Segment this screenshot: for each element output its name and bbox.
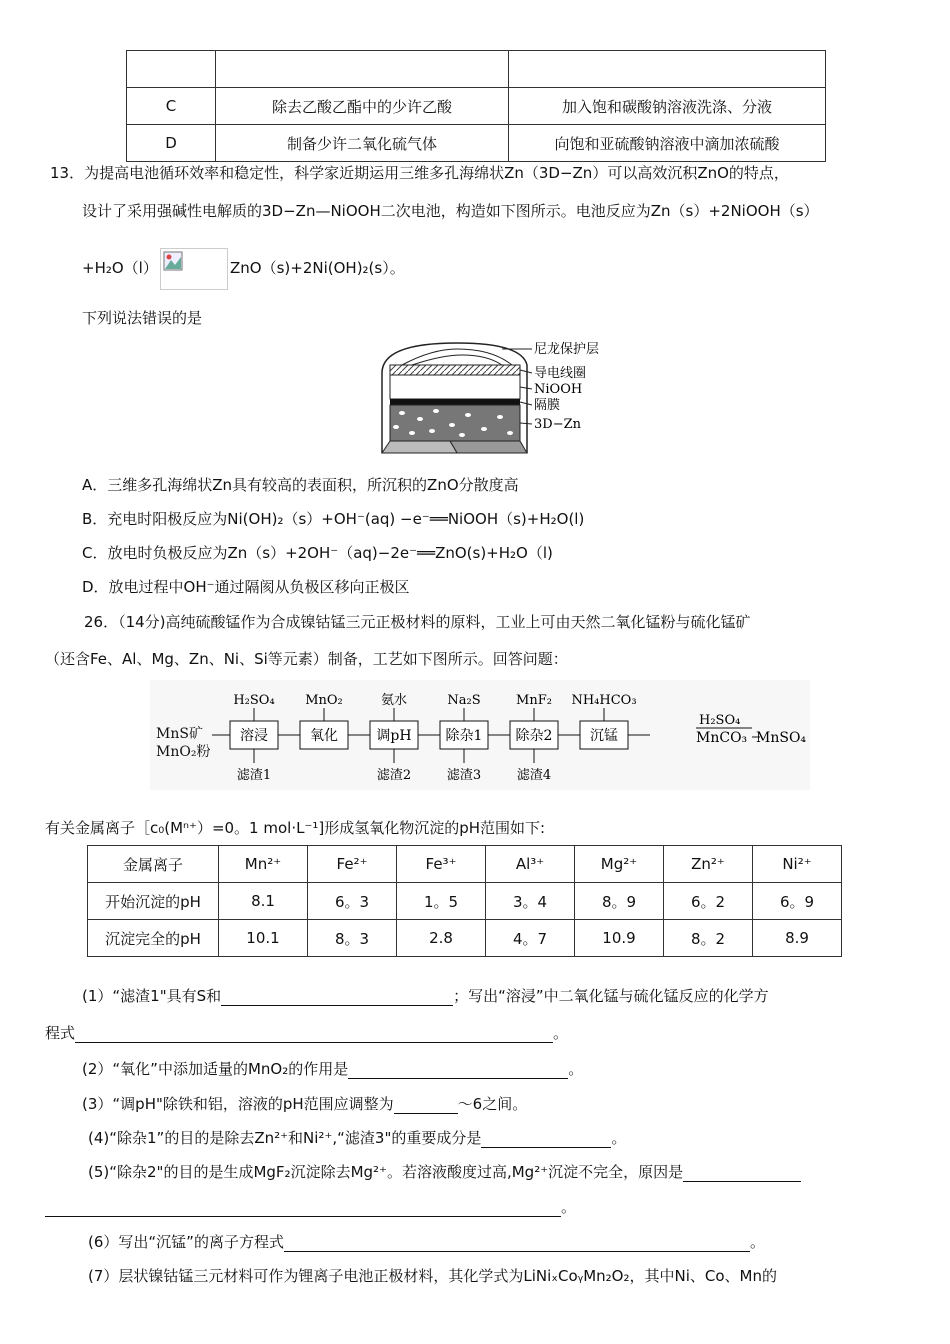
- header-cell: Al³⁺: [486, 846, 575, 883]
- cell: 8.1: [219, 883, 308, 920]
- cell: 8。2: [664, 920, 753, 957]
- label-nylon: 尼龙保护层: [534, 342, 600, 357]
- flow-residue: 滤渣3: [446, 768, 482, 783]
- flow-start-2: MnO₂粉: [156, 744, 211, 760]
- header-cell: Zn²⁺: [664, 846, 753, 883]
- answer-blank[interactable]: [221, 989, 453, 1006]
- flow-residue: 滤渣2: [376, 768, 412, 783]
- cell: 8。9: [575, 883, 664, 920]
- q13-option-b: B．充电时阳极反应为Ni(OH)₂（s）+OH⁻(aq) −e⁻══NiOOH（s)+H₂O(l): [82, 510, 585, 528]
- answer-blank[interactable]: [481, 1131, 611, 1148]
- answer-blank[interactable]: [45, 1200, 561, 1217]
- q13-line3-left: +H₂O（l）: [82, 259, 158, 277]
- sub5-cont: [45, 1196, 576, 1217]
- flow-step-label: 沉锰: [590, 728, 618, 744]
- flow-reagent: Na₂S: [447, 693, 481, 708]
- label-niooh: NiOOH: [534, 382, 583, 397]
- label-coil: 导电线圈: [534, 366, 587, 381]
- cell: 3。4: [486, 883, 575, 920]
- q13-option-a: A．三维多孔海绵状Zn具有较高的表面积，所沉积的ZnO分散度高: [82, 476, 519, 494]
- cell: 6。3: [308, 883, 397, 920]
- cell: 加入饱和碳酸钠溶液洗涤、分液: [509, 88, 826, 125]
- cell: 8.9: [753, 920, 842, 957]
- broken-image-icon: [160, 248, 228, 290]
- period: 。: [561, 1198, 577, 1216]
- table-row: [88, 883, 842, 920]
- header-cell: Ni²⁺: [753, 846, 842, 883]
- answer-blank[interactable]: [683, 1165, 801, 1182]
- top-table: [126, 50, 826, 162]
- sub1-text-c: 程式: [45, 1024, 76, 1042]
- sub4: [88, 1127, 626, 1148]
- ph-table: [87, 845, 842, 957]
- sub2-text: (2）“氧化”中添加适量的MnO₂的作用是: [82, 1060, 349, 1078]
- table-row: [127, 125, 826, 162]
- cell: [127, 51, 216, 88]
- sub3-text-a: (3）“调pH"除铁和铝，溶液的pH范围应调整为: [82, 1095, 394, 1113]
- cell: 8。3: [308, 920, 397, 957]
- sub2: [82, 1058, 583, 1079]
- cell: 向饱和亚硫酸钠溶液中滴加浓硫酸: [509, 125, 826, 162]
- q13-option-c: C．放电时负极反应为Zn（s）+2OH⁻（aq)−2e⁻══ZnO(s)+H₂O（l): [82, 544, 553, 562]
- battery-diagram: [372, 335, 632, 457]
- sub7: (7）层状镍钴锰三元材料可作为锂离子电池正极材料，其化学式为LiNiₓCoᵧMn₂O₂，其中Ni、Co、Mn的: [88, 1267, 777, 1285]
- sub6-text: (6）写出“沉锰”的离子方程式: [88, 1233, 284, 1251]
- sub1-text-b: ；写出“溶浸”中二氧化锰与硫化锰反应的化学方: [453, 987, 769, 1005]
- flow-start-1: MnS矿: [156, 726, 203, 742]
- cell: 2.8: [397, 920, 486, 957]
- table-row: [88, 920, 842, 957]
- flow-step-label: 溶浸: [240, 728, 268, 744]
- sub4-text: (4)“除杂1”的目的是除去Zn²⁺和Ni²⁺,“滤渣3"的重要成分是: [88, 1129, 482, 1147]
- header-cell: Fe²⁺: [308, 846, 397, 883]
- period: 。: [553, 1024, 569, 1042]
- answer-blank[interactable]: [75, 1026, 553, 1043]
- table-row: [127, 51, 826, 88]
- q13-stem: 下列说法错误的是: [82, 309, 203, 327]
- cell: 10.1: [219, 920, 308, 957]
- sub6: [88, 1231, 765, 1252]
- sub3: [82, 1093, 527, 1114]
- flow-residue: 滤渣4: [516, 768, 552, 783]
- flow-product2: MnSO₄: [756, 730, 807, 746]
- sub1-cont: [45, 1022, 568, 1043]
- header-cell: Mg²⁺: [575, 846, 664, 883]
- flow-reagent: MnO₂: [305, 693, 343, 708]
- cell: 6。2: [664, 883, 753, 920]
- q13-line3-right: ZnO（s)+2Ni(OH)₂(s）。: [230, 259, 405, 277]
- sub3-text-b: ～6之间。: [457, 1095, 528, 1113]
- cell: 6。9: [753, 883, 842, 920]
- flow-reagent: 氨水: [380, 693, 408, 708]
- flow-arrow-reagent: H₂SO₄: [699, 713, 741, 728]
- cell: [509, 51, 826, 88]
- label-separator: 隔膜: [534, 398, 561, 413]
- cell: 开始沉淀的pH: [88, 883, 219, 920]
- cell: 10.9: [575, 920, 664, 957]
- flow-step-label: 除杂1: [445, 728, 483, 744]
- header-cell: Fe³⁺: [397, 846, 486, 883]
- flow-step-label: 调pH: [376, 728, 412, 744]
- q26-line1: 26．（14分)高纯硫酸锰作为合成镍钴锰三元正极材料的原料，工业上可由天然二氧化锰粉与硫化锰矿: [84, 613, 751, 631]
- sub1: [82, 985, 769, 1006]
- flow-reagent: H₂SO₄: [233, 693, 275, 708]
- q26-line2: （还含Fe、Al、Mg、Zn、Ni、Si等元素）制备，工艺如下图所示。回答问题：: [45, 650, 568, 668]
- period: 。: [611, 1129, 627, 1147]
- flow-chart: [150, 680, 810, 790]
- cell: 制备少许二氧化硫气体: [216, 125, 509, 162]
- flow-reagent: MnF₂: [516, 693, 552, 708]
- cell: 4。7: [486, 920, 575, 957]
- table-row: [127, 88, 826, 125]
- cell: C: [127, 88, 216, 125]
- flow-step-label: 除杂2: [515, 728, 553, 744]
- header-cell: Mn²⁺: [219, 846, 308, 883]
- table-caption: 有关金属离子［c₀(Mⁿ⁺）=0。1 mol·L⁻¹]形成氢氧化物沉淀的pH范围如下:: [45, 819, 546, 837]
- cell: D: [127, 125, 216, 162]
- q13-option-d: D．放电过程中OH⁻通过隔阂从负极区移向正极区: [82, 578, 410, 596]
- answer-blank[interactable]: [348, 1062, 568, 1079]
- flow-step-label: 氧化: [310, 728, 338, 744]
- sub1-text-a: (1）“滤渣1"具有S和: [82, 987, 222, 1005]
- sub5-text: (5)“除杂2"的目的是生成MgF₂沉淀除去Mg²⁺。若溶液酸度过高,Mg²⁺沉淀不完全，原因是: [88, 1163, 684, 1181]
- answer-blank[interactable]: [284, 1235, 750, 1252]
- cell: 1。5: [397, 883, 486, 920]
- label-3dzn: 3D−Zn: [534, 417, 581, 432]
- q13-line2: 设计了采用强碱性电解质的3D−Zn—NiOOH二次电池，构造如下图所示。电池反应为Zn（s）+2NiOOH（s）: [82, 202, 819, 220]
- q13-line1: 13．为提高电池循环效率和稳定性，科学家近期运用三维多孔海绵状Zn（3D−Zn）可以高效沉积ZnO的特点，: [50, 164, 789, 182]
- period: 。: [568, 1060, 584, 1078]
- cell: [216, 51, 509, 88]
- sub5: [88, 1161, 801, 1182]
- header-cell: 金属离子: [88, 846, 219, 883]
- cell: 沉淀完全的pH: [88, 920, 219, 957]
- table-row: [88, 846, 842, 883]
- flow-product1: MnCO₃: [696, 730, 748, 746]
- answer-blank[interactable]: [394, 1097, 458, 1114]
- cell: 除去乙酸乙酯中的少许乙酸: [216, 88, 509, 125]
- flow-residue: 滤渣1: [236, 768, 272, 783]
- period: 。: [749, 1233, 765, 1251]
- flow-reagent: NH₄HCO₃: [571, 693, 637, 708]
